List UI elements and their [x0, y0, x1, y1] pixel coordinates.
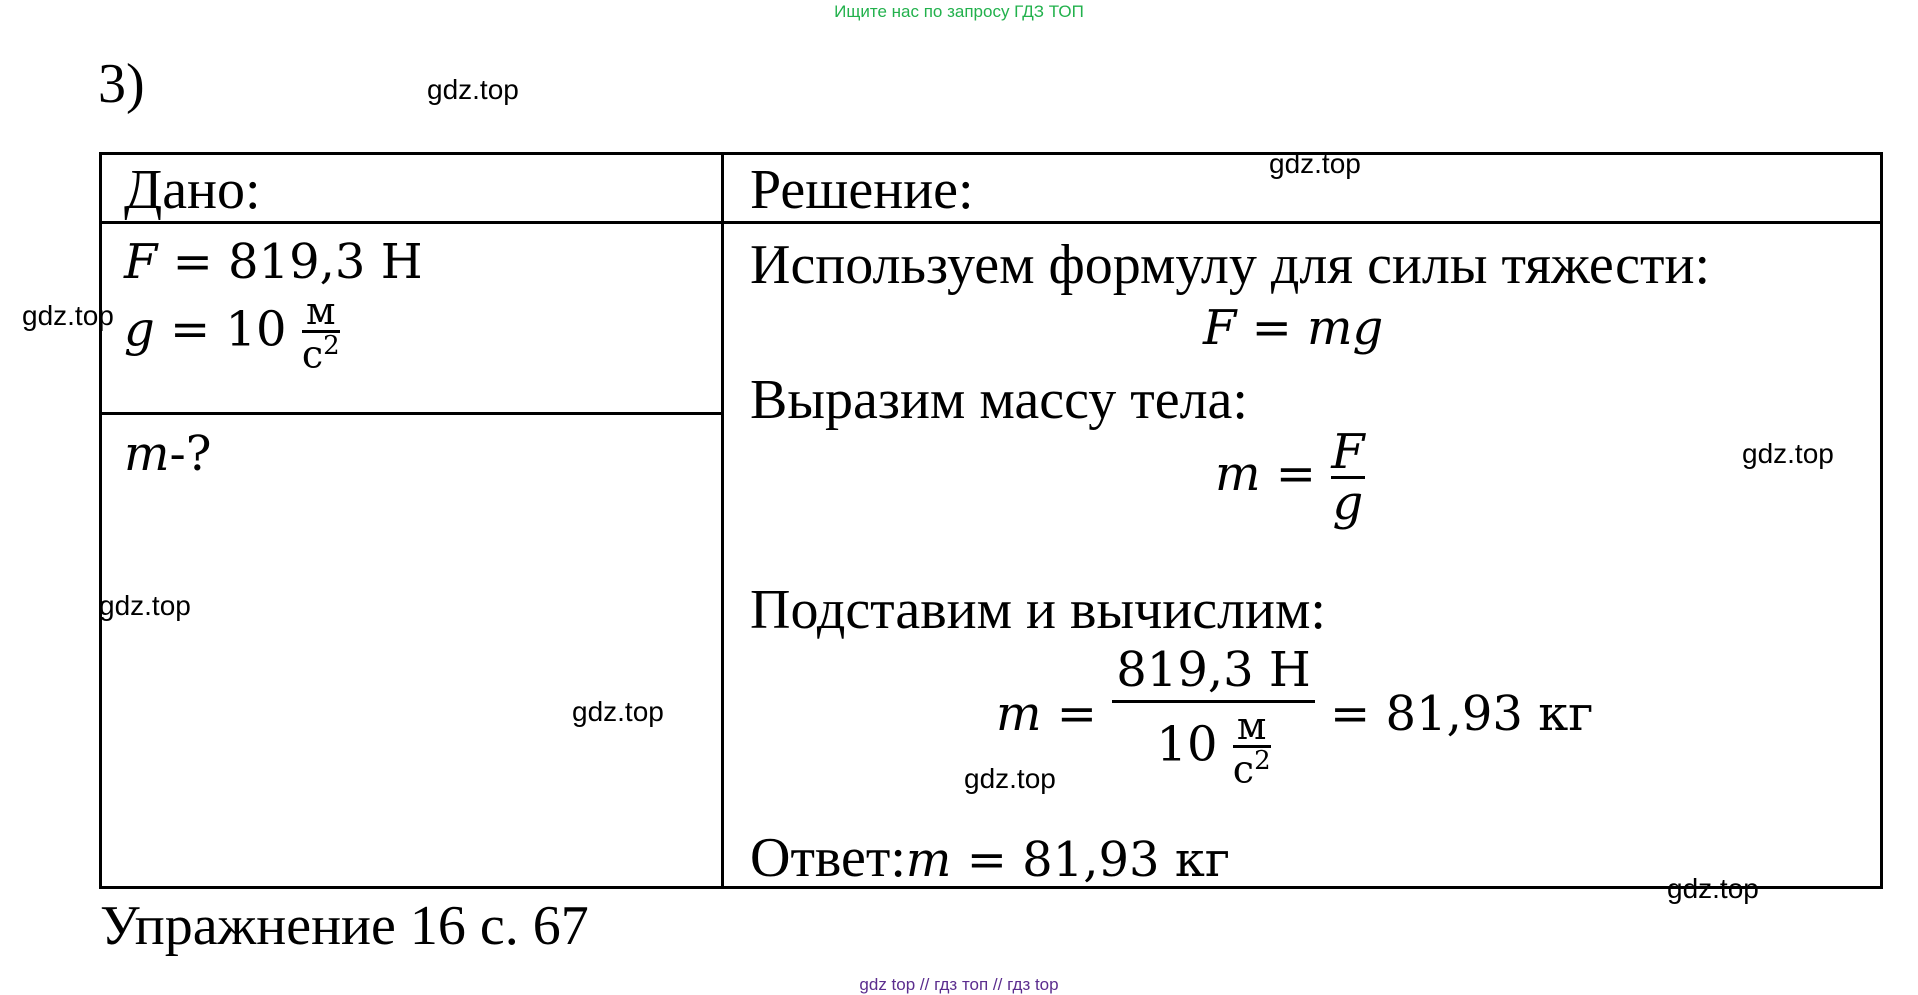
- solution-line-1: Используем формулу для силы тяжести:: [750, 234, 1711, 296]
- watermark: gdz.top: [22, 300, 114, 331]
- calc-unit-numerator: м: [1236, 704, 1267, 748]
- given-gravity: [124, 289, 340, 377]
- gravity-value: = 10: [154, 301, 287, 358]
- table-divider-header: [99, 221, 1883, 224]
- calc-numerator: 819,3 Н: [1116, 642, 1311, 698]
- find-mass: [124, 426, 212, 482]
- solution-header: Решение:: [750, 159, 974, 221]
- watermark: gdz.top: [1269, 148, 1361, 179]
- exercise-reference: Упражнение 16 с. 67: [100, 895, 589, 957]
- problem-number: 3): [98, 53, 145, 115]
- solution-line-2: Выразим массу тела:: [750, 369, 1248, 431]
- find-question: -?: [169, 426, 212, 482]
- formula-gravity-force: F = mg: [1203, 300, 1384, 356]
- answer-symbol: m: [905, 832, 952, 888]
- calc-unit-denominator: $с^2$: [1232, 746, 1271, 792]
- bottom-banner: gdz top // гдз топ // гдз top: [859, 975, 1059, 994]
- answer-value: = 81,93 кг: [951, 832, 1230, 888]
- force-value: = 819,3 Н: [157, 234, 423, 290]
- calc-denominator-value: 10: [1156, 716, 1218, 773]
- gravity-unit-numerator: м: [305, 289, 336, 333]
- watermark: gdz.top: [99, 590, 191, 621]
- watermark: gdz.top: [427, 74, 519, 105]
- given-header: Дано:: [124, 159, 261, 221]
- gravity-unit-denominator: $с^2$: [301, 331, 340, 377]
- calc-denominator: [1112, 700, 1315, 792]
- formula-mass-denominator: g: [1332, 475, 1364, 531]
- calc-lhs: m =: [996, 685, 1113, 742]
- calc-denominator-unit: [1232, 704, 1271, 792]
- mass-symbol: m: [124, 426, 170, 482]
- watermark: gdz.top: [1742, 438, 1834, 469]
- watermark: gdz.top: [964, 763, 1056, 794]
- watermark: gdz.top: [572, 696, 664, 727]
- formula-mass: [1215, 424, 1365, 531]
- calculation: [996, 642, 1594, 792]
- solution-line-3: Подставим и вычислим:: [750, 579, 1326, 641]
- answer: [750, 827, 1230, 889]
- calc-result: = 81,93 кг: [1330, 685, 1594, 742]
- table-divider-vertical: [721, 152, 724, 889]
- table-divider-given: [99, 412, 724, 415]
- top-banner: Ищите нас по запросу ГДЗ ТОП: [834, 2, 1084, 21]
- answer-label: Ответ:: [750, 827, 906, 889]
- force-symbol: F: [124, 234, 158, 290]
- gravity-unit-fraction: [301, 289, 340, 377]
- watermark: gdz.top: [1667, 873, 1759, 904]
- calc-fraction: [1112, 642, 1315, 792]
- formula-mass-numerator: F: [1331, 424, 1365, 480]
- formula-mass-lhs: m =: [1215, 446, 1332, 502]
- gravity-symbol: g: [124, 301, 155, 358]
- formula-mass-fraction: [1331, 424, 1365, 531]
- given-force: [124, 234, 423, 290]
